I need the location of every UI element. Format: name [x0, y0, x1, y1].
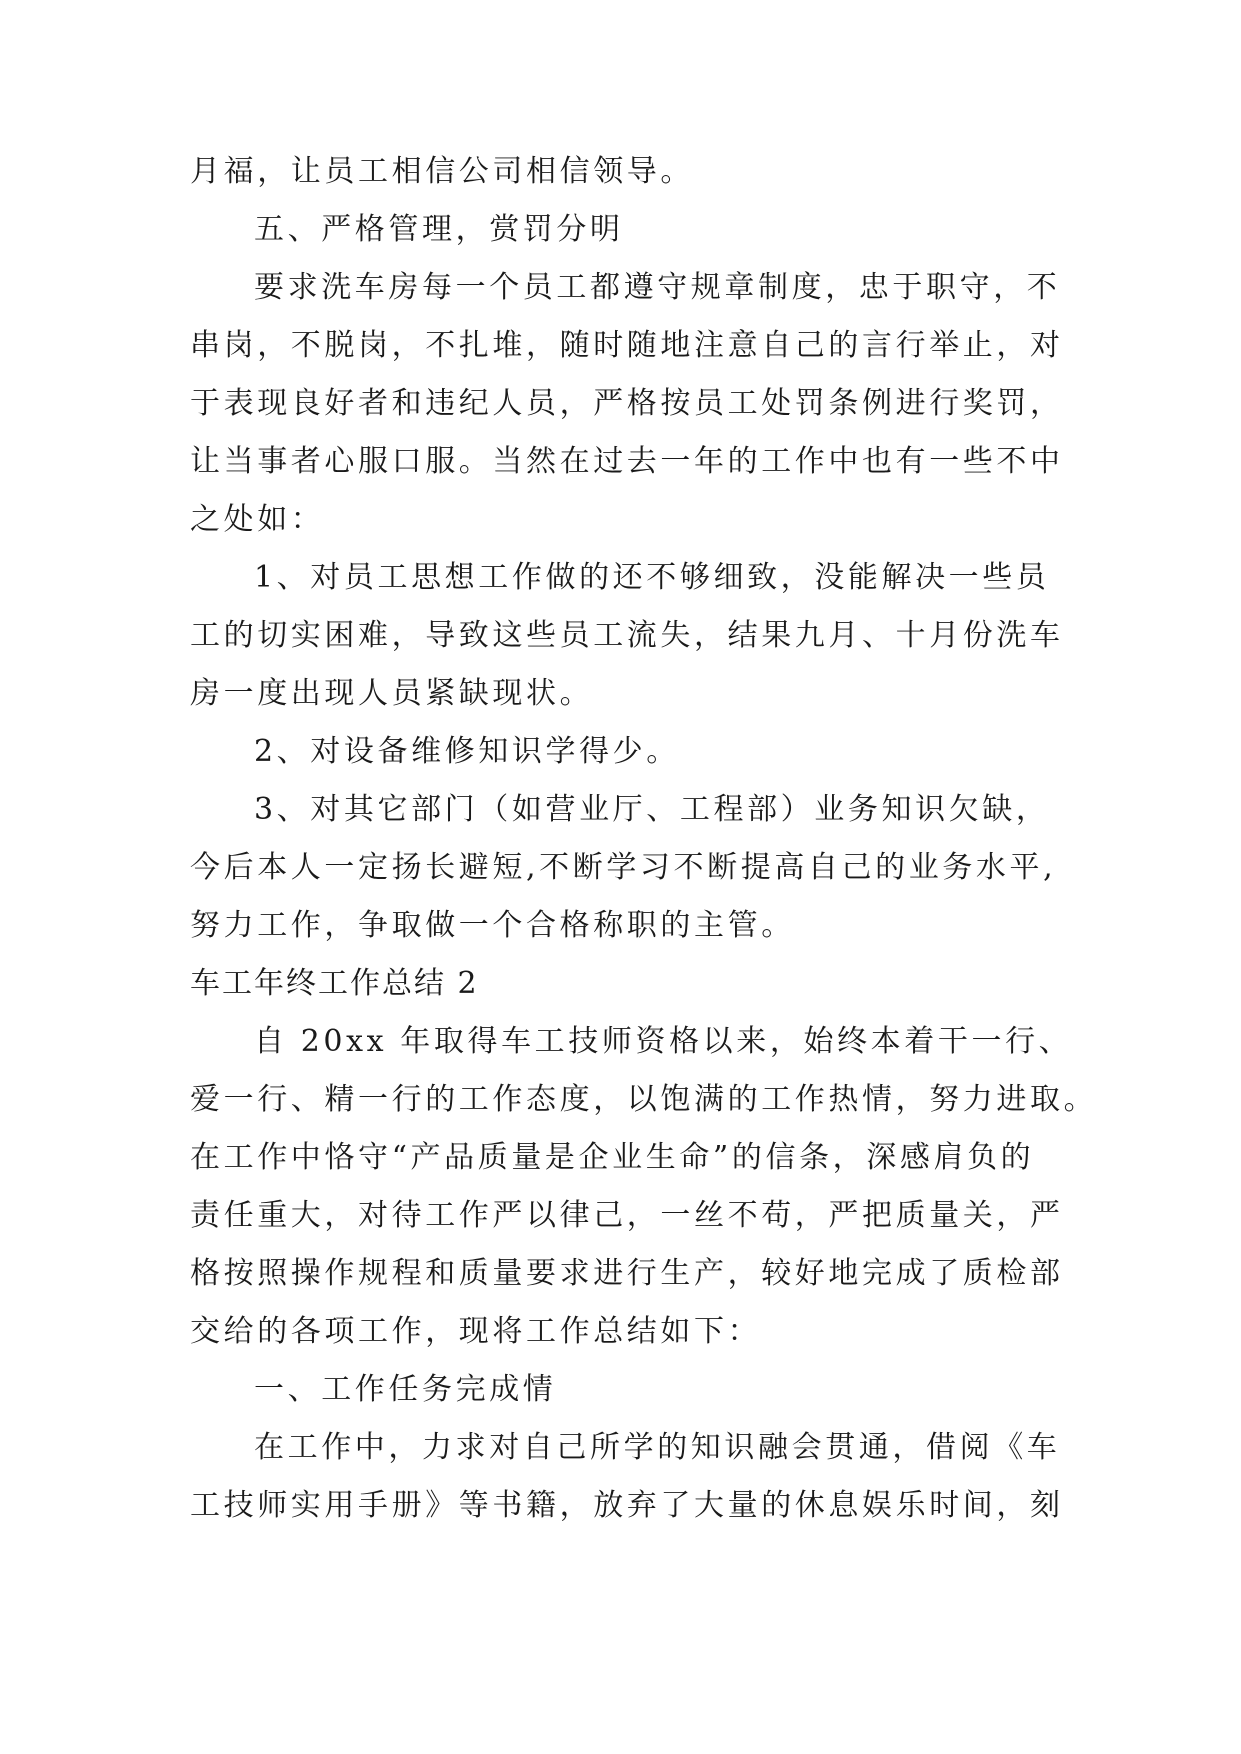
text-line: 之处如：	[190, 502, 325, 537]
text-line: 自 20xx 年取得车工技师资格以来，始终本着干一行、	[254, 1024, 1073, 1059]
list-item: 1、对员工思想工作做的还不够细致，没能解决一些员	[254, 560, 1050, 595]
text-line: 格按照操作规程和质量要求进行生产，较好地完成了质检部	[190, 1256, 1064, 1291]
text-line: 爱一行、精一行的工作态度，以饱满的工作热情，努力进取。	[190, 1082, 1098, 1117]
text-line: 要求洗车房每一个员工都遵守规章制度，忠于职守，不	[254, 270, 1061, 305]
text-line: 月福，让员工相信公司相信领导。	[190, 154, 694, 189]
section-heading: 一、工作任务完成情	[254, 1372, 557, 1407]
text-line: 交给的各项工作，现将工作总结如下：	[190, 1314, 762, 1349]
text-line: 今后本人一定扬长避短,不断学习不断提高自己的业务水平,	[190, 850, 1057, 885]
text-line: 让当事者心服口服。当然在过去一年的工作中也有一些不中	[190, 444, 1064, 479]
section-heading: 五、严格管理，赏罚分明	[254, 212, 624, 247]
text-line: 工技师实用手册》等书籍，放弃了大量的休息娱乐时间，刻	[190, 1488, 1064, 1523]
text-line: 于表现良好者和违纪人员，严格按员工处罚条例进行奖罚，	[190, 386, 1064, 421]
list-item: 3、对其它部门（如营业厅、工程部）业务知识欠缺，	[254, 792, 1050, 827]
text-line: 房一度出现人员紧缺现状。	[190, 676, 594, 711]
text-line: 责任重大，对待工作严以律己，一丝不苟，严把质量关，严	[190, 1198, 1064, 1233]
text-line: 在工作中恪守“产品质量是企业生命”的信条，深感肩负的	[190, 1140, 1035, 1175]
text-line: 努力工作，争取做一个合格称职的主管。	[190, 908, 795, 943]
list-item: 2、对设备维修知识学得少。	[254, 734, 680, 769]
text-line: 串岗，不脱岗，不扎堆，随时随地注意自己的言行举止，对	[190, 328, 1064, 363]
text-line: 工的切实困难，导致这些员工流失，结果九月、十月份洗车	[190, 618, 1064, 653]
text-line: 在工作中，力求对自己所学的知识融会贯通，借阅《车	[254, 1430, 1061, 1465]
document-title: 车工年终工作总结 2	[190, 966, 479, 1001]
